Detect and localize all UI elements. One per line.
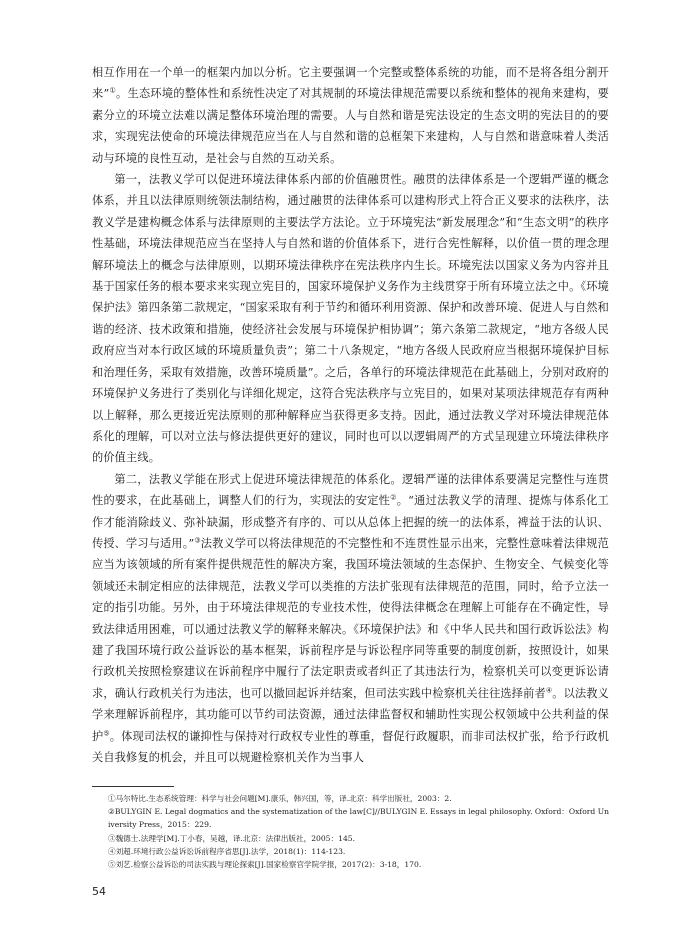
footnote-ref: ③ xyxy=(194,536,201,545)
footnote-ref: ④ xyxy=(545,686,553,695)
footnote-3: ③魏德士.法理学[M].丁小春，吴越，译.北京：法律出版社，2005：145. xyxy=(108,833,356,843)
paragraph-value-coherence: 第一，法教义学可以促进环境法律体系内部的价值融贯性。融贯的法律体系是一个逻辑严谨的概念体系，并且以法律原则统领法制结构，通过融贯的法律体系可以建构形式上符合正义要求的法秩序，法教义学是建构概念体系与法律原则的主要法学方法论。立于环境宪法“新发展理念”和“生态文明”的秩序性基础，环境法律规范应当在坚持人与自然和谐的价值体系下，进行合宪性解释，以价值一贯的理念理解环境法上的概念与法律原则，以期环境法律秩序在宪法秩序内生长。环境宪法以国家义务为内容并且基于国家任务的根本要求来实现立宪目的，国家环境保护义务作为主线贯穿于所有环境立法之中。《环境保护法》第四条第二款规定，“国家采取有利于节约和循环利用资源、保护和改善环境、促进人与自然和谐的经济、技术政策和措施，使经济社会发展与环境保护相协调”；第六条第二款规定，“地方各级人民政府应当对本行政区域的环境质量负责”；第二十八条规定，“地方各级人民政府应当根据环境保护目标和治理任务，采取有效措施，改善环境质量”。之后，各单行的环境法律规范在此基础上，分别对政府的环境保护义务进行了类别化与详细化规定，这符合宪法秩序与立宪目的，如果对某项法律规范存有两种以上解释，那么更接近宪法原则的那种解释应当获得更多支持。因此，通过法教义学对环境法律规范体系化的理解，可以对立法与修法提供更好的建议，同时也可以以逻辑周严的方式呈现建立环境法律秩序的价值主线。 xyxy=(92,173,609,465)
paragraph-continuation: 相互作用在一个单一的框架内加以分析。它主要强调一个完整或整体系统的功能，而不是将各组分割开来”①。生态环境的整体性和系统性决定了对其规制的环境法律规范需要以系统和整体的视角来建构，要素分立的环境立法难以满足整体环境治理的需要。人与自然和谐是宪法设定的生态文明的宪法目的的要求，实现宪法使命的环境法律规范应当在人与自然和谐的总框架下来建构，人与自然和谐意味着人类活动与环境的良性互动，是社会与自然的互动关系。 xyxy=(92,66,609,165)
footnote-divider xyxy=(92,786,174,787)
footnote-4: ④刘超.环境行政公益诉讼诉前程序省思[J].法学，2018(1)：114-123. xyxy=(108,846,346,856)
footnote-1: ①马尔特比.生态系统管理：科学与社会问题[M].康乐，韩兴国，等，译.北京：科学出版社，2003：2. xyxy=(108,794,452,803)
footnote-ref: ② xyxy=(390,493,397,502)
footnote-5: ⑤刘艺.检察公益诉讼的司法实践与理论探索[J].国家检察官学院学报，2017(2)：3-18，170. xyxy=(108,860,422,870)
footnotes xyxy=(92,792,609,871)
footnote-ref: ① xyxy=(109,86,117,95)
page-number: 54 xyxy=(92,885,106,898)
paragraph-systematization: 第二，法教义学能在形式上促进环境法律规范的体系化。逻辑严谨的法律体系要满足完整性与连贯性的要求，在此基础上，调整人们的行为，实现法的安定性②。“通过法教义学的清理、提炼与体系化工作才能消除歧义、弥补缺漏，形成整齐有序的、可以从总体上把握的统一的法体系，裨益于法的认识、传授、学习与适用。”③法教义学可以将法律规范的不完整性和不连贯性显示出来，完整性意味着法律规范应当为该领域的所有案件提供规范性的解决方案，我国环境法领域的生态保护、生物安全、气候变化等领域还未制定相应的法律规范，法教义学可以类推的方法扩张现有法律规范的范围，同时，给予立法一定的指引功能。另外，由于环境法律规范的专业技术性，使得法律概念在理解上可能存在不确定性，导致法律适用困难，可以通过法教义学的解释来解决。《环境保护法》和《中华人民共和国行政诉讼法》构建了我国环境行政公益诉讼的基本框架，诉前程序是与诉讼程序同等重要的制度创新，按照设计，如果行政机关按照检察建议在诉前程序中履行了法定职责或者纠正了其违法行为，检察机关可以变更诉讼请求，确认行政机关行为违法，也可以撤回起诉并结案，但司法实践中检察机关往往选择前者④。以法教义学来理解诉前程序，其功能可以节约司法资源，通过法律监督权和辅助性实现公权领域中公共利益的保护⑤。体现司法权的谦抑性与保持对行政权专业性的尊重，督促行政履职，而非司法权扩张，给予行政机关自我修复的机会，并且可以规避检察机关作为当事人 xyxy=(92,472,609,764)
main-text xyxy=(92,62,609,768)
footnote-ref: ⑤ xyxy=(103,728,110,737)
footnote-2: ②BULYGIN E. Legal dogmatics and the systematization of the law[C]//BULYGIN E. Essays in legal philosophy. Oxford：Oxford University Press，2015：229. xyxy=(108,807,609,830)
